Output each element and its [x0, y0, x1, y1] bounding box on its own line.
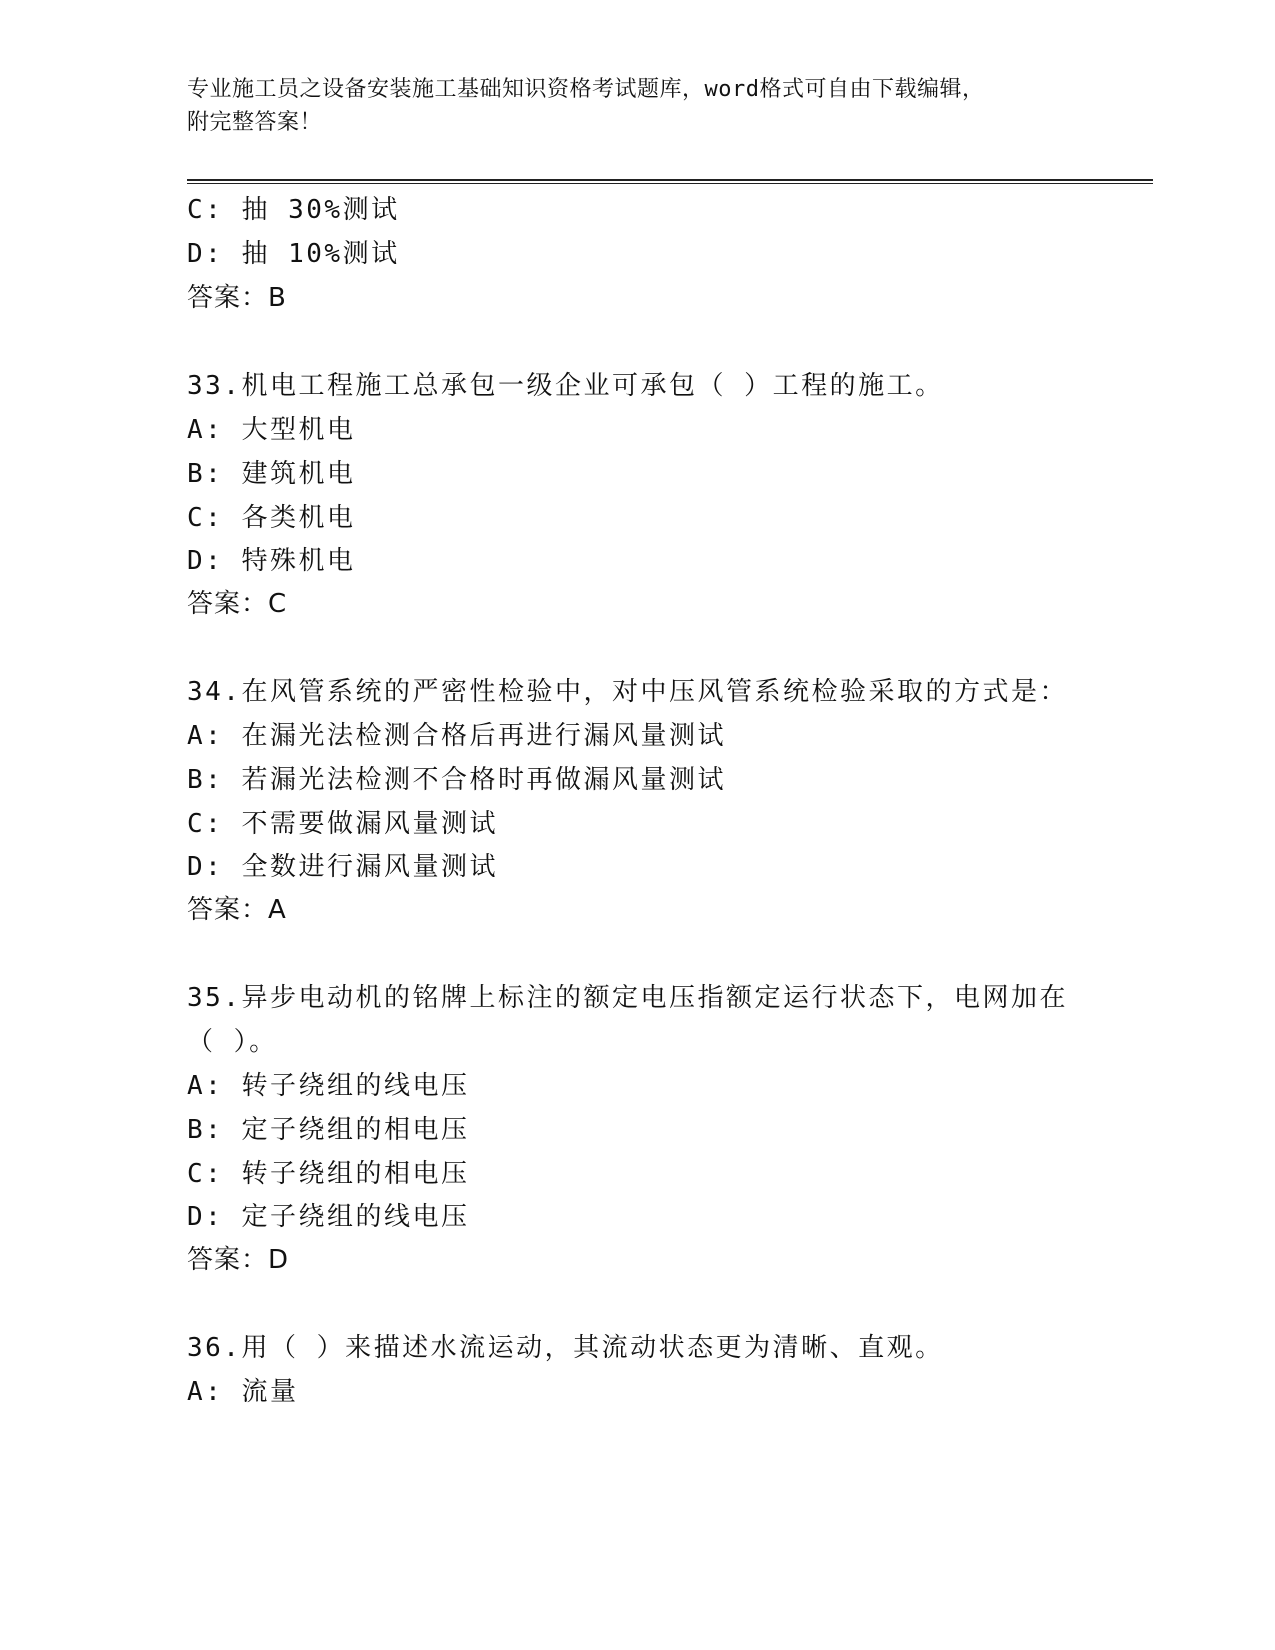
option-d: D: 全数进行漏风量测试	[187, 852, 498, 882]
answer-label: 答案：D	[187, 1245, 290, 1275]
header-line-2: 附完整答案！	[187, 110, 323, 135]
option-c: C: 不需要做漏风量测试	[187, 809, 498, 839]
answer-label: 答案：B	[187, 283, 287, 313]
option-c: C: 各类机电	[187, 503, 356, 533]
question-stem: 34.在风管系统的严密性检验中，对中压风管系统检验采取的方式是：	[187, 677, 1068, 707]
option-b: B: 定子绕组的相电压	[187, 1115, 470, 1145]
option-a: A: 大型机电	[187, 415, 356, 445]
answer-label: 答案：A	[187, 895, 287, 925]
header-line-1: 专业施工员之设备安装施工基础知识资格考试题库，word格式可自由下载编辑，	[187, 77, 985, 102]
question-stem: 33.机电工程施工总承包一级企业可承包（ ）工程的施工。	[187, 371, 944, 401]
option-b: B: 若漏光法检测不合格时再做漏风量测试	[187, 765, 726, 795]
option-d: D: 抽 10%测试	[187, 239, 400, 269]
option-d: D: 特殊机电	[187, 546, 356, 576]
option-a: A: 转子绕组的线电压	[187, 1071, 470, 1101]
question-stem-continued: （ ）。	[187, 1027, 278, 1057]
option-a: A: 流量	[187, 1377, 299, 1407]
option-b: B: 建筑机电	[187, 459, 356, 489]
option-c: C: 转子绕组的相电压	[187, 1159, 470, 1189]
option-d: D: 定子绕组的线电压	[187, 1202, 470, 1232]
document-header	[187, 73, 1087, 139]
question-stem: 35.异步电动机的铭牌上标注的额定电压指额定运行状态下，电网加在	[187, 983, 1068, 1013]
option-a: A: 在漏光法检测合格后再进行漏风量测试	[187, 721, 726, 751]
option-c: C: 抽 30%测试	[187, 195, 400, 225]
header-divider	[187, 179, 1153, 184]
answer-label: 答案：C	[187, 589, 288, 619]
question-stem: 36.用（ ）来描述水流运动，其流动状态更为清晰、直观。	[187, 1333, 944, 1363]
